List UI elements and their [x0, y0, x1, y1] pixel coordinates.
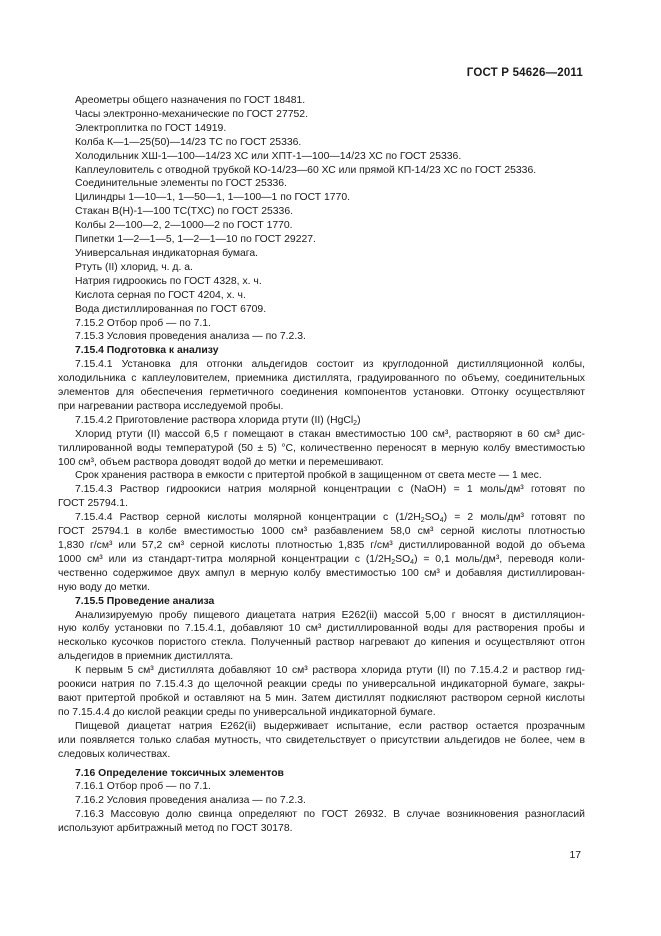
equipment-list: [58, 94, 585, 317]
section-7-15-4-2: [58, 414, 585, 484]
paragraph-line: 7.15.4.1 Установка для отгонки альдегидов состоит из круглодонной дистилляционной колбы,: [75, 359, 585, 371]
paragraph-line: вают притертой пробкой и оставляют на 5 мин. Затем дистиллят подкисляют раствором серной кислоты: [58, 692, 585, 704]
paragraph-line: альдегидов в приемник дистиллята.: [58, 651, 234, 663]
paragraph-line: элементов для обеспечения герметичного соединения компонентов установки. Отгонку осуществляют: [58, 387, 585, 399]
section-7-15-4-3: [58, 483, 585, 511]
equipment-item: Ареометры общего назначения по ГОСТ 18481.: [75, 95, 306, 106]
document-body: [58, 94, 585, 836]
paragraph-line: 1,830 г/см³ или 57,2 см³ серной кислоты плотностью 1,835 г/см³ дистиллированной водой до объема: [58, 540, 585, 551]
equipment-item: Кислота серная по ГОСТ 4204, х. ч.: [75, 289, 246, 301]
paragraph-line: роокиси натрия по 7.15.4.3 до щелочной реакции среды по универсальной индикаторной бумаге, закры-: [58, 679, 585, 691]
equipment-item: Соединительные элементы по ГОСТ 25336.: [75, 178, 287, 190]
equipment-item: Колбы 2—100—2, 2—1000—2 по ГОСТ 1770.: [75, 220, 293, 232]
paragraph-line: ную воду до метки.: [58, 581, 151, 593]
section-7-15-5-paragraph-2: [58, 664, 585, 720]
standard-header: ГОСТ Р 54626—2011: [466, 67, 583, 79]
paragraph-line: К первым 5 см³ дистиллята добавляют 10 см³ раствора хлорида ртути (II) по 7.15.4.2 и раствор гид-: [75, 665, 585, 677]
paragraph-line: Хлорид ртути (II) массой 6,5 г помещают в стакан вместимостью 100 см³, растворяют в 60 см³ дис-: [75, 428, 585, 440]
paragraph-line: 7.15.4.4 Раствор серной кислоты молярной концентрации c $(1/2H_2SO_4) = 2$ моль/дм³ готовят по: [75, 512, 585, 525]
paragraph-line: следовых количествах.: [58, 748, 171, 760]
paragraph-line: 7.16.3 Массовую долю свинца определяют по ГОСТ 26932. В случае возникновения разногласий: [75, 809, 585, 821]
section-7-15-3: 7.15.3 Условия проведения анализа — по 7.2.3.: [75, 331, 306, 343]
section-7-16-3: [58, 808, 585, 836]
section-7-15-5-paragraph-1: [58, 609, 585, 665]
equipment-item: Колба К—1—25(50)—14/23 ТС по ГОСТ 25336.: [75, 136, 302, 148]
equipment-item: Натрия гидроокись по ГОСТ 4328, х. ч.: [75, 275, 262, 287]
section-7-15-5-paragraph-3: [58, 720, 585, 762]
section-7-15-4-heading: 7.15.4 Подготовка к анализу: [75, 345, 219, 357]
paragraph-line: при нагревании раствора исследуемой пробы.: [58, 400, 284, 412]
paragraph-line: Срок хранения раствора в емкости с притертой пробкой в защищенном от света месте — 1 мес.: [75, 470, 542, 482]
paragraph-line: используют арбитражный метод по ГОСТ 30178.: [58, 823, 293, 835]
equipment-item: Вода дистиллированная по ГОСТ 6709.: [75, 303, 267, 315]
paragraph-line: ГОСТ 25794.1 в колбе вместимостью 1000 см³ разбавлением 58,0 см³ серной кислоты плотностью: [58, 526, 585, 538]
section-7-16-2: 7.16.2 Условия проведения анализа — по 7.2.3.: [75, 795, 306, 807]
section-7-16-heading: 7.16 Определение токсичных элементов: [75, 767, 284, 779]
equipment-item: Стакан В(Н)-1—100 ТС(ТХС) по ГОСТ 25336.: [75, 206, 293, 218]
equipment-item: Ртуть (II) хлорид, ч. д. а.: [75, 261, 193, 273]
paragraph-line: чественно содержимое двух ампул в мерную колбу вместимостью 100 см³ и добавляя дистиллирован-: [58, 567, 585, 579]
paragraph-line: холодильника с каплеуловителем, приемника дистиллята, градуированного по объему, соединительных: [58, 373, 585, 385]
paragraph-line: тиллированной воды температурой (50 ± 5) °С, количественно переносят в мерную колбу вместимостью: [58, 442, 585, 454]
section-7-15-4-2-heading: 7.15.4.2 Приготовление раствора хлорида ртути (II) (HgCl$_2$): [75, 414, 361, 427]
paragraph-line: 7.15.4.3 Раствор гидроокиси натрия молярной концентрации c (NaOH) = 1 моль/дм³ готовят по: [75, 484, 585, 496]
paragraph-line: ГОСТ 25794.1.: [58, 498, 128, 510]
paragraph-line: ную колбу установки по 7.15.4.1, добавляют 10 см³ дистиллированной воды для растворения пробы и: [58, 623, 585, 635]
section-7-15-2: 7.15.2 Отбор проб — по 7.1.: [75, 317, 211, 329]
section-7-15-4-1: [58, 358, 585, 414]
equipment-item: Универсальная индикаторная бумага.: [75, 247, 259, 259]
paragraph-line: Пищевой диацетат натрия Е262(ii) выдерживает испытание, если раствор остается прозрачным: [75, 720, 585, 732]
paragraph-line: 1000 см³ или из стандарт-титра молярной концентрации c $(1/2H_2SO_4) = 0,1$ моль/дм³, переводя коли-: [58, 553, 585, 566]
paragraph-line: 100 см³, объем раствора доводят водой до метки и перемешивают.: [58, 456, 384, 468]
equipment-item: Часы электронно-механические по ГОСТ 27752.: [75, 108, 308, 120]
equipment-item: Электроплитка по ГОСТ 14919.: [75, 122, 227, 134]
paragraph-line: Анализируемую пробу пищевого диацетата натрия Е262(ii) массой 5,00 г вносят в дистилляцион-: [75, 609, 585, 621]
paragraph-line: или появляется только слабая мутность, что свидетельствует о присутствии альдегидов не более, чем в: [58, 734, 585, 746]
equipment-item: Цилиндры 1—10—1, 1—50—1, 1—100—1 по ГОСТ 1770.: [75, 192, 351, 204]
section-7-15-4-4: [58, 511, 585, 594]
section-7-15-5-heading: 7.15.5 Проведение анализа: [75, 595, 215, 607]
equipment-item: Холодильник ХШ-1—100—14/23 ХС или ХПТ-1—100—14/23 ХС по ГОСТ 25336.: [75, 150, 462, 162]
page-number: 17: [569, 850, 581, 861]
equipment-item: Пипетки 1—2—1—5, 1—2—1—10 по ГОСТ 29227.: [75, 234, 316, 246]
section-7-16-1: 7.16.1 Отбор проб — по 7.1.: [75, 781, 211, 793]
equipment-item: Каплеуловитель с отводной трубкой КО-14/23—60 ХС или прямой КП-14/23 ХС по ГОСТ 25336.: [75, 164, 537, 176]
paragraph-line: несколько кусочков пористого стекла. Полученный раствор нагревают до кипения и осуществляют отгон: [58, 637, 585, 649]
paragraph-line: по 7.15.4.4 до кислой реакции среды по универсальной индикаторной бумаге.: [58, 706, 436, 718]
